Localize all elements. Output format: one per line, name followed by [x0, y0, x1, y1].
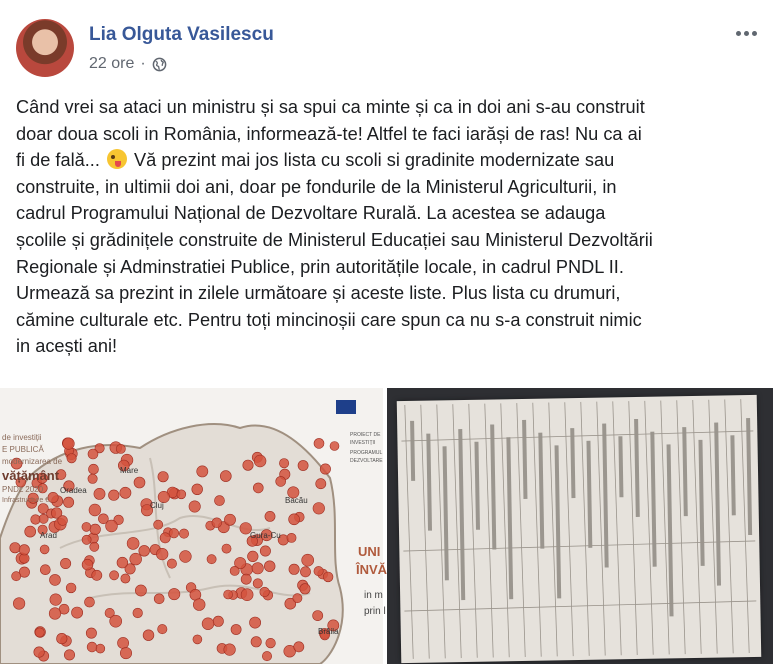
map-marker-dot [49, 608, 61, 620]
map-marker-dot [109, 490, 120, 501]
map-marker-dot [154, 520, 163, 529]
map-marker-dot [82, 559, 93, 570]
table-text-stroke [698, 440, 704, 566]
list-photo[interactable] [387, 388, 773, 664]
map-marker-dot [167, 559, 176, 568]
table-grid-line [693, 400, 701, 654]
map-marker-dot [82, 522, 91, 531]
map-marker-dot [35, 628, 44, 637]
map-marker-dot [212, 518, 222, 528]
map-marker-dot [293, 594, 302, 603]
table-grid-line [437, 404, 445, 658]
map-marker-dot [127, 537, 139, 549]
table-text-stroke [667, 444, 674, 616]
map-marker-dot [298, 460, 308, 470]
map-marker-dot [224, 644, 236, 656]
map-marker-dot [254, 455, 266, 467]
map-marker-dot [260, 587, 270, 597]
map-right-text: INVESTIȚII [350, 440, 376, 446]
map-marker-dot [106, 520, 118, 532]
map-marker-dot [72, 607, 83, 618]
map-marker-dot [224, 514, 235, 525]
map-marker-dot [289, 514, 300, 525]
map-marker-dot [13, 598, 25, 610]
map-side-text: de investiții [2, 433, 42, 442]
map-marker-dot [82, 535, 91, 544]
map-marker-dot [66, 583, 76, 593]
map-marker-dot [314, 438, 324, 448]
map-marker-dot [276, 476, 286, 486]
map-marker-dot [230, 566, 239, 575]
map-marker-dot [220, 471, 231, 482]
table-grid-line [549, 402, 557, 656]
map-marker-dot [260, 546, 270, 556]
map-marker-dot [252, 563, 263, 574]
post-text-line: doar doua scoli in România, informează-te! Altfel te faci iarăși de ras! Nu ca ai [16, 123, 642, 144]
post-meta [89, 55, 167, 73]
map-marker-dot [300, 584, 310, 594]
map-marker-dot [313, 503, 325, 515]
map-marker-dot [158, 624, 167, 633]
map-marker-dot [253, 579, 262, 588]
map-banner-text: UNI [358, 544, 381, 559]
map-marker-dot [19, 545, 29, 555]
map-marker-dot [63, 438, 75, 450]
map-marker-dot [294, 642, 304, 652]
map-marker-dot [118, 637, 129, 648]
map-marker-dot [222, 544, 231, 553]
map-marker-dot [50, 594, 62, 606]
map-marker-dot [154, 594, 164, 604]
map-marker-dot [251, 637, 261, 647]
map-marker-dot [57, 633, 68, 644]
table-text-stroke [682, 427, 688, 516]
post-text-line: in acești ani! [16, 336, 118, 357]
map-marker-dot [264, 561, 275, 572]
map-marker-dot [241, 574, 251, 584]
map-marker-dot [60, 558, 70, 568]
table-text-stroke [410, 421, 415, 481]
map-city-label: Gura-Cu [250, 531, 281, 540]
table-grid-line [404, 601, 756, 611]
map-marker-dot [10, 543, 20, 553]
table-text-stroke [426, 434, 432, 531]
map-marker-dot [202, 618, 214, 630]
map-marker-dot [85, 597, 95, 607]
map-marker-dot [287, 533, 296, 542]
map-marker-dot [266, 638, 276, 648]
map-marker-dot [169, 588, 180, 599]
map-side-text: E PUBLICĂ [2, 445, 44, 454]
map-marker-dot [94, 488, 105, 499]
meta-separator: · [140, 55, 146, 72]
table-text-stroke [650, 432, 656, 567]
map-marker-dot [133, 608, 143, 618]
map-marker-dot [90, 542, 99, 551]
map-marker-dot [87, 642, 97, 652]
post-text-line: construite, in ultimii doi ani, doar pe fondurile de la Ministerul Agriculturii, in [16, 176, 617, 197]
map-banner-sub: in m [364, 590, 383, 601]
map-marker-dot [90, 524, 101, 535]
map-marker-dot [193, 635, 202, 644]
map-marker-dot [135, 585, 146, 596]
map-marker-dot [177, 490, 186, 499]
map-marker-dot [25, 526, 36, 537]
post-timestamp[interactable]: 22 ore [89, 55, 135, 72]
map-marker-dot [231, 624, 241, 634]
map-marker-dot [63, 497, 73, 507]
post-header [0, 0, 773, 90]
table-text-stroke [490, 424, 496, 549]
table-text-stroke [586, 441, 592, 548]
map-banner-text: ÎNVĂ [356, 562, 388, 577]
map-marker-dot [313, 611, 323, 621]
map-marker-dot [110, 615, 122, 627]
map-city-label: Bacău [285, 496, 308, 505]
map-marker-dot [139, 545, 150, 556]
table-text-stroke [522, 420, 527, 499]
table-text-stroke [443, 446, 449, 580]
table-text-stroke [746, 418, 752, 535]
map-side-text: modernizarea de [2, 457, 63, 466]
map-marker-dot [110, 571, 119, 580]
map-marker-dot [121, 574, 130, 583]
map-city-label: Arad [40, 531, 57, 540]
map-marker-dot [89, 504, 101, 516]
post-text-line: cadrul Programului Național de Dezvoltare Rurală. La acestea se adauga [16, 203, 606, 224]
post-text-line: Regionale și Adminstratiei Publice, prin autoritățile locale, in cadrul PNDL II. [16, 256, 624, 277]
map-marker-dot [58, 516, 68, 526]
map-marker-dot [213, 616, 223, 626]
map-marker-dot [248, 551, 259, 562]
map-marker-dot [289, 564, 299, 574]
map-marker-dot [50, 574, 61, 585]
map-marker-dot [314, 566, 323, 575]
map-marker-dot [241, 589, 253, 601]
map-marker-dot [120, 487, 131, 498]
map-marker-dot [40, 545, 49, 554]
map-marker-dot [117, 557, 128, 568]
table-text-stroke [458, 429, 465, 600]
map-marker-dot [120, 647, 131, 658]
post-text-line: Când vrei sa ataci un ministru și sa spui ca minte și ca in doi ani s-au construit [16, 97, 645, 117]
table-text-stroke [730, 435, 735, 515]
map-marker-dot [34, 647, 45, 658]
map-city-label: Mare [120, 466, 139, 475]
map-marker-dot [179, 529, 188, 538]
table-text-stroke [506, 437, 513, 599]
post-text-line: Urmează sa prezint in zilele următoare și aceste liste. Plus lista cu drumuri, [16, 283, 621, 304]
map-marker-dot [224, 590, 233, 599]
table-text-stroke [570, 428, 575, 498]
map-marker-dot [88, 449, 98, 459]
author-name[interactable]: Lia Olguta Vasilescu [89, 24, 274, 45]
map-marker-dot [323, 572, 333, 582]
table-text-stroke [634, 419, 640, 517]
map-right-text: PROGRAMUL [350, 450, 383, 456]
map-marker-dot [67, 454, 76, 463]
map-marker-dot [92, 570, 102, 580]
map-city-label: Brăila [318, 627, 339, 636]
map-marker-dot [89, 464, 99, 474]
map-marker-dot [262, 651, 271, 660]
table-text-stroke [714, 423, 721, 586]
map-right-text: PROIECT DE [350, 432, 381, 438]
map-marker-dot [265, 511, 275, 521]
map-marker-dot [134, 477, 145, 488]
post-text-line: școlile și grădinițele construite de Ministerul Educației sau Ministerul Dezvoltării [16, 229, 653, 250]
map-city-label: Cluj [150, 501, 164, 510]
map-marker-dot [169, 528, 179, 538]
map-marker-dot [316, 479, 326, 489]
map-side-text: Infrastructure €. [2, 497, 52, 504]
table-grid-line [581, 402, 589, 656]
map-photo[interactable] [0, 388, 388, 664]
map-city-label: Oradea [60, 486, 87, 495]
map-marker-dot [279, 459, 288, 468]
table-text-stroke [618, 436, 623, 497]
map-marker-dot [193, 599, 205, 611]
map-side-text: PNDL 2020 [2, 485, 44, 494]
map-marker-dot [160, 533, 170, 543]
map-marker-dot [143, 630, 154, 641]
winking-tongue-emoji [107, 149, 127, 169]
post-text-line: fi de falǎ... Vă prezint mai jos lista cu scoli si gradinite modernizate sau [16, 150, 615, 171]
map-marker-dot [130, 553, 142, 565]
map-right-text: DEZVOLTARE [350, 458, 383, 464]
globe-icon[interactable] [152, 57, 167, 72]
map-side-text: vățământ [2, 468, 60, 483]
table-text-stroke [602, 424, 609, 568]
map-marker-dot [158, 472, 168, 482]
map-marker-dot [156, 548, 168, 560]
table-grid-line [661, 400, 669, 654]
map-marker-dot [300, 567, 310, 577]
post-photos [0, 388, 773, 664]
map-marker-dot [64, 650, 74, 660]
map-marker-dot [96, 644, 105, 653]
map-banner-sub: prin l [364, 606, 386, 617]
author-avatar[interactable] [16, 19, 74, 77]
map-marker-dot [320, 464, 330, 474]
document-paper [397, 395, 762, 663]
map-marker-dot [189, 501, 200, 512]
map-marker-dot [207, 555, 216, 564]
more-options-icon[interactable] [733, 24, 759, 42]
map-marker-dot [253, 483, 263, 493]
map-marker-dot [243, 460, 253, 470]
map-marker-dot [40, 565, 50, 575]
map-marker-dot [12, 572, 21, 581]
eu-flag-icon [336, 400, 356, 414]
table-text-stroke [538, 433, 544, 549]
map-marker-dot [116, 444, 125, 453]
map-marker-dot [88, 474, 97, 483]
post-text [16, 94, 761, 360]
post-text-line: cămine culturale etc. Pentru toți mincinoșii care spun ca nu s-a construit nimic [16, 309, 642, 330]
map-marker-dot [330, 442, 339, 451]
map-marker-dot [180, 551, 192, 563]
map-marker-dot [215, 496, 225, 506]
map-marker-dot [197, 466, 208, 477]
map-marker-dot [250, 617, 261, 628]
map-marker-dot [302, 554, 314, 566]
table-text-stroke [555, 445, 562, 598]
table-text-stroke [474, 442, 480, 530]
map-marker-dot [192, 484, 203, 495]
map-marker-dot [86, 628, 96, 638]
